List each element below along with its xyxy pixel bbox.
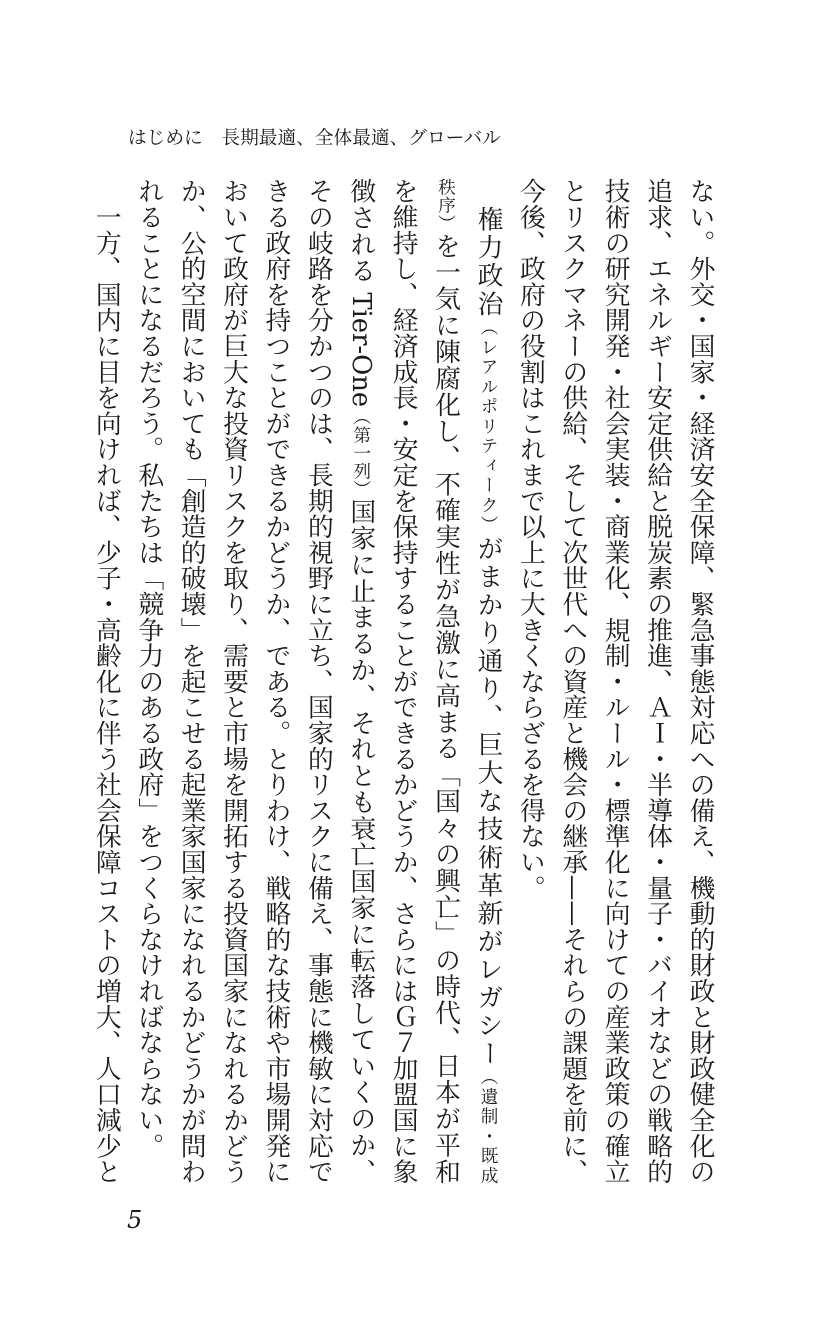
text-run: か、公的空間においても「創造的破壊」を起こせる起業家国家になれるかどうかが問わ	[176, 178, 207, 1185]
text-column	[594, 178, 636, 1184]
body-text	[85, 178, 721, 1184]
text-run: を一気に陳腐化し、不確実性が急激に高まる「国々の興亡」の時代、日本が平和	[430, 232, 461, 1184]
text-run: 一方、国内に目を向ければ、少子・高齢化に伴う社会保障コストの増大、人口減少と	[91, 178, 122, 1185]
text-run: れることになるだろう。私たちは「競争力のある政府」をつくらなければならない。	[133, 178, 164, 1159]
text-column	[467, 178, 509, 1184]
text-run: ない。外交・国家・経済安全保障、緊急事態対応への備え、機動的財政と財政健全化の	[685, 178, 715, 1185]
text-run: とリスクマネーの供給、そして次世代への資産と機会の継承——それらの課題を前に、	[557, 178, 588, 1185]
parenthetical-note: 秩序）	[435, 178, 456, 233]
parenthetical-note: （遺制・既成	[477, 1067, 498, 1185]
text-column	[636, 178, 678, 1184]
page-number: 5	[127, 1206, 143, 1234]
text-run: を維持し、経済成長・安定を保持することができるかどうか、さらにはＧ７加盟国に象	[388, 178, 419, 1185]
text-run: 今後、政府の役割はこれまで以上に大きくならざるを得ない。	[515, 178, 546, 901]
text-column	[679, 178, 721, 1184]
text-run: 徴される Tier-One	[345, 178, 376, 408]
text-run: がまかり通り、巨大な技術革新がレガシー	[472, 535, 503, 1068]
text-run: 技術の研究開発・社会実装・商業化、規制・ルール・標準化に向けての産業政策の確立	[600, 178, 631, 1185]
text-column	[212, 178, 254, 1184]
text-column	[382, 178, 424, 1184]
text-column	[339, 178, 381, 1184]
text-column	[85, 178, 127, 1184]
text-column	[424, 178, 466, 1184]
running-head: はじめに 長期最適、全体最適、グローバル	[128, 128, 501, 149]
text-column-paragraph-end	[127, 178, 169, 1184]
text-run: 権力政治	[472, 178, 503, 319]
text-column-paragraph-end	[509, 178, 551, 1184]
text-run: おいて政府が巨大な投資リスクを取り、需要と市場を開拓する投資国家になれるかどう	[218, 178, 249, 1185]
text-run: 国家に止まるか、それとも衰亡国家に転落していくのか、	[345, 498, 376, 1185]
text-column	[297, 178, 339, 1184]
text-run: 追求、エネルギー安定供給と脱炭素の推進、ＡＩ・半導体・量子・バイオなどの戦略的	[642, 178, 673, 1185]
text-run: その岐路を分かつのは、長期的視野に立ち、国家的リスクに備え、事態に機敏に対応で	[303, 178, 334, 1185]
text-column	[255, 178, 297, 1184]
parenthetical-note: （レアルポリティーク）	[477, 318, 498, 536]
parenthetical-note: （第一列）	[350, 407, 371, 499]
text-column	[170, 178, 212, 1184]
text-run: きる政府を持つことができるかどうか、である。とりわけ、戦略的な技術や市場開発に	[260, 178, 291, 1185]
text-column	[551, 178, 593, 1184]
